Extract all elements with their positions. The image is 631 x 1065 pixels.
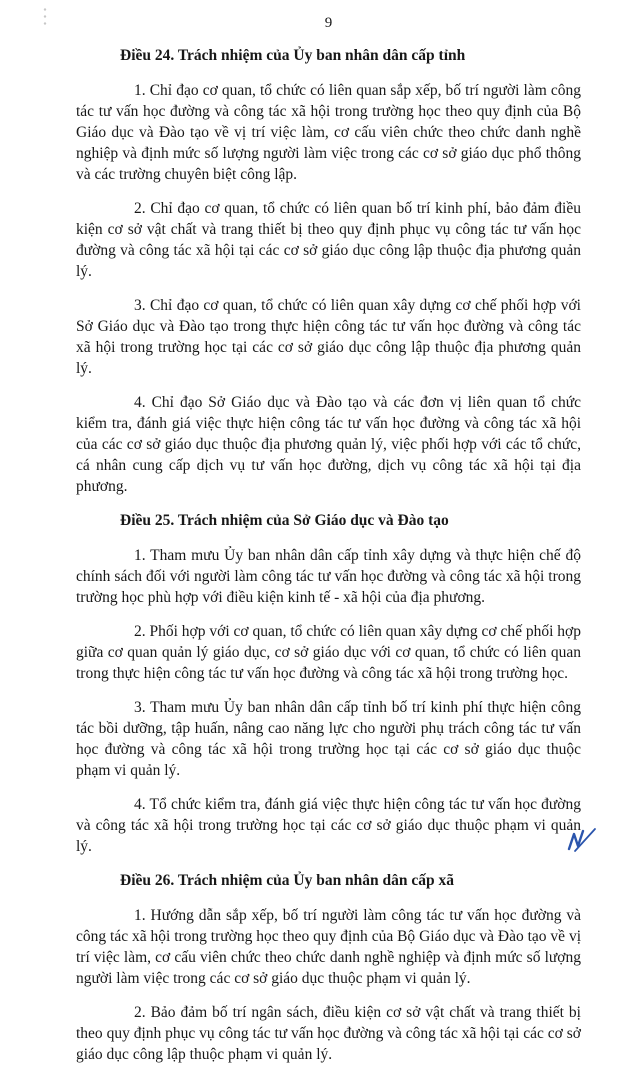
article-25-clause-4: 4. Tổ chức kiểm tra, đánh giá việc thực hiện công tác tư vấn học đường và công tác xã hội trong trường học tại các cơ sở giáo dục thuộc phạm vi quản lý. bbox=[76, 796, 581, 855]
article-24-heading: Điều 24. Trách nhiệm của Ủy ban nhân dân cấp tỉnh bbox=[120, 47, 466, 64]
article-26-section bbox=[76, 870, 581, 1065]
article-24-clause-1: 1. Chỉ đạo cơ quan, tổ chức có liên quan sắp xếp, bố trí người làm công tác tư vấn học đường và công tác xã hội trong trường học theo quy định của Bộ Giáo dục và Đào tạo về vị trí việc làm, cơ cấu viên chức theo chức danh nghề nghiệp và định mức số lượng người làm việc trong các cơ sở giáo dục phổ thông và các trường chuyên biệt công lập. bbox=[76, 82, 581, 183]
article-26-clause-2: 2. Bảo đảm bố trí ngân sách, điều kiện cơ sở vật chất và trang thiết bị theo quy định phục vụ công tác tư vấn học đường và công tác xã hội tại các cơ sở giáo dục công lập thuộc phạm vi quản lý. bbox=[76, 1004, 581, 1063]
signature-initial-icon bbox=[563, 825, 603, 855]
page-number: 9 bbox=[324, 15, 333, 31]
article-24-section bbox=[76, 45, 581, 497]
article-25-clause-1: 1. Tham mưu Ủy ban nhân dân cấp tỉnh xây dựng và thực hiện chế độ chính sách đối với người làm công tác tư vấn học đường và công tác xã hội trong trường học phù hợp với điều kiện kinh tế - xã hội của địa phương. bbox=[76, 547, 581, 606]
article-26-clause-1: 1. Hướng dẫn sắp xếp, bố trí người làm công tác tư vấn học đường và công tác xã hội trong trường học theo quy định của Bộ Giáo dục và Đào tạo về vị trí việc làm, cơ cấu viên chức theo chức danh nghề nghiệp và định mức số lượng người làm việc trong các cơ sở giáo dục thuộc phạm vi quản lý. bbox=[76, 907, 581, 987]
scan-artifact-marks bbox=[43, 6, 47, 28]
article-25-clause-3: 3. Tham mưu Ủy ban nhân dân cấp tỉnh bố trí kinh phí thực hiện công tác bồi dưỡng, tập huấn, nâng cao năng lực cho người phụ trách công tác tư vấn học đường và công tác xã hội trong trường học tại các cơ sở giáo dục thuộc phạm vi quản lý. bbox=[76, 699, 581, 779]
article-25-section bbox=[76, 510, 581, 857]
article-25-clause-2: 2. Phối hợp với cơ quan, tổ chức có liên quan xây dựng cơ chế phối hợp giữa cơ quan quản lý giáo dục, cơ sở giáo dục với cơ quan, tổ chức có liên quan trong thực hiện công tác tư vấn học đường và công tác xã hội trong trường học. bbox=[76, 623, 581, 682]
article-24-clause-4: 4. Chỉ đạo Sở Giáo dục và Đào tạo và các đơn vị liên quan tổ chức kiểm tra, đánh giá việc thực hiện công tác tư vấn học đường và công tác xã hội của các cơ sở giáo dục thuộc địa phương quản lý, việc phối hợp với các tổ chức, cá nhân cung cấp dịch vụ tư vấn học đường, dịch vụ công tác xã hội tại địa phương. bbox=[76, 394, 581, 495]
handwritten-initial-signature bbox=[563, 825, 603, 855]
article-26-heading: Điều 26. Trách nhiệm của Ủy ban nhân dân cấp xã bbox=[120, 872, 455, 889]
article-25-heading: Điều 25. Trách nhiệm của Sở Giáo dục và Đào tạo bbox=[120, 512, 449, 529]
article-24-clause-2: 2. Chỉ đạo cơ quan, tổ chức có liên quan bố trí kinh phí, bảo đảm điều kiện cơ sở vật chất và trang thiết bị theo quy định phục vụ công tác tư vấn học đường và công tác xã hội tại các cơ sở giáo dục công lập thuộc địa phương quản lý. bbox=[76, 200, 581, 280]
article-24-clause-3: 3. Chỉ đạo cơ quan, tổ chức có liên quan xây dựng cơ chế phối hợp với Sở Giáo dục và Đào tạo trong thực hiện công tác tư vấn học đường và công tác xã hội trong trường học tại các cơ sở giáo dục công lập thuộc địa phương quản lý. bbox=[76, 297, 581, 377]
